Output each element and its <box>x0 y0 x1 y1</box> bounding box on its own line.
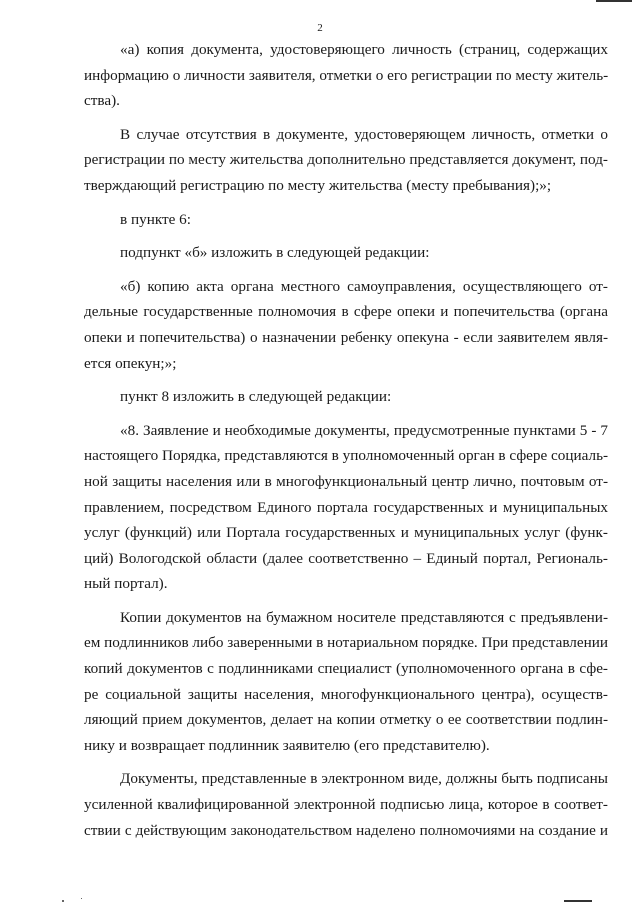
text-line: услуг (функций) или Портала государственных и муниципальных услуг (функ- <box>84 524 608 542</box>
paragraph-registration <box>84 122 608 199</box>
page-number: 2 <box>317 22 323 34</box>
text-line: ре социальной защиты населения, многофункционального центра), осуществ- <box>84 685 608 703</box>
text-line: регистрации по месту жительства дополнительно представляется документ, под- <box>84 151 608 169</box>
text-line: подпункт «б» изложить в следующей редакции: <box>120 244 430 262</box>
text-line: В случае отсутствия в документе, удостоверяющем личность, отметки о <box>120 125 608 143</box>
paragraph-paper-copies <box>84 605 608 759</box>
text-line: «а) копия документа, удостоверяющего личность (страниц, содержащих <box>120 41 608 58</box>
text-line: ствии с действующим законодательством наделено полномочиями на создание и <box>84 821 608 839</box>
text-line: тверждающий регистрацию по месту жительства (месту пребывания);»; <box>84 176 552 194</box>
paragraph-point-8-intro <box>84 384 608 410</box>
text-line: правлением, посредством Единого портала государственных и муниципальных <box>84 498 608 516</box>
text-line: ций) Вологодской области (далее соответственно – Единый портал, Региональ- <box>84 549 608 567</box>
text-line: опеки и попечительства) о назначении ребенку опекуна - если заявителем явля- <box>84 328 608 346</box>
document-body <box>84 37 608 843</box>
text-line: усиленной квалифицированной электронной подписью лица, которое в соответ- <box>84 796 608 814</box>
text-line: «8. Заявление и необходимые документы, предусмотренные пунктами 5 - 7 <box>120 421 608 439</box>
text-line: ный портал). <box>84 575 168 593</box>
text-line: ем подлинников либо заверенными в нотариальном порядке. При представлении <box>84 634 608 652</box>
text-line: нику и возвращает подлинник заявителю (его представителю). <box>84 736 490 754</box>
text-line: «б) копию акта органа местного самоуправления, осуществляющего от- <box>120 277 608 295</box>
text-line: в пункте 6: <box>120 210 191 228</box>
paragraph-guardianship-act <box>84 274 608 376</box>
text-line: копий документов с подлинниками специалист (уполномоченного органа в сфе- <box>84 660 608 678</box>
text-line: Копии документов на бумажном носителе представляются с предъявлени- <box>120 608 608 626</box>
text-line: Документы, представленные в электронном виде, должны быть подписаны <box>120 770 608 788</box>
text-line: ляющий прием документов, делает на копии отметку о ее соответствии подлин- <box>84 711 608 729</box>
text-line: дельные государственные полномочия в сфере опеки и попечительства (органа <box>84 303 608 321</box>
paragraph-point-6 <box>84 207 608 233</box>
paragraph-subpoint-b-intro <box>84 240 608 266</box>
scan-mark-bottom-right <box>564 900 592 902</box>
text-line: пункт 8 изложить в следующей редакции: <box>120 388 392 406</box>
text-line: настоящего Порядка, представляются в уполномоченный орган в сфере социаль- <box>84 447 609 465</box>
text-line: ной защиты населения или в многофункциональный центр лично, почтовым от- <box>84 472 608 490</box>
paragraph-point-8 <box>84 418 608 597</box>
paragraph-electronic-documents <box>84 766 608 843</box>
scan-dot-bottom-left <box>62 900 64 902</box>
scan-mark-top-right <box>596 0 632 2</box>
scan-dot-bottom-left-2 <box>81 898 82 899</box>
text-line: информацию о личности заявителя, отметки о его регистрации по месту житель- <box>84 66 609 84</box>
paragraph-passport-copy <box>84 37 608 114</box>
text-line: ства). <box>84 92 120 110</box>
text-line: ется опекун;»; <box>84 354 177 372</box>
